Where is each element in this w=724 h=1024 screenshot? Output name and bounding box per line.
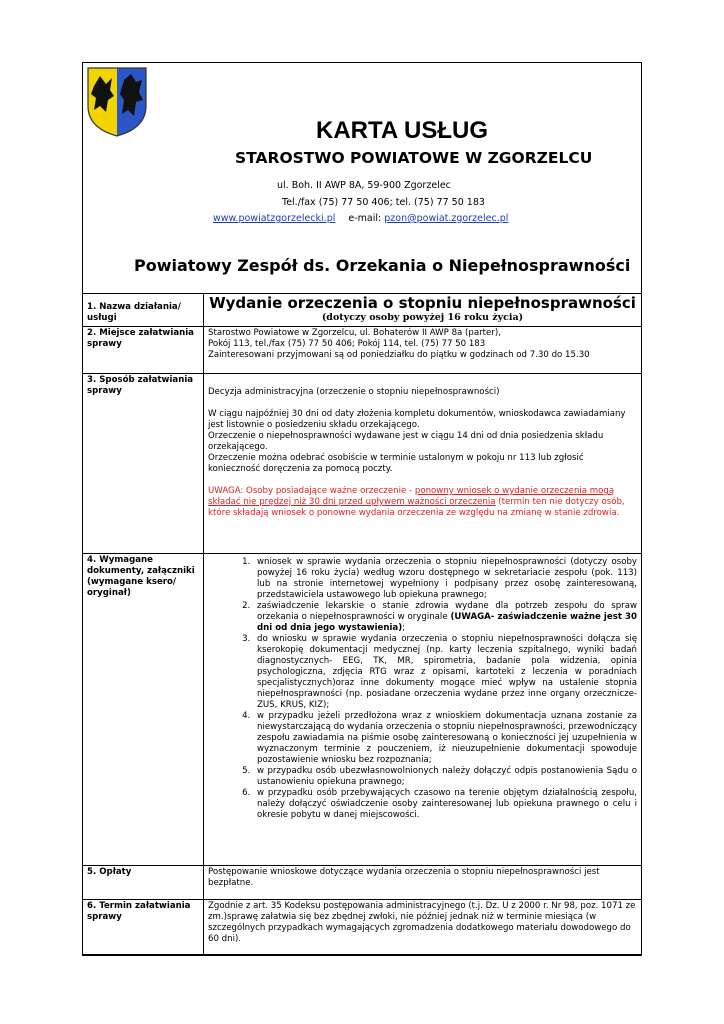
table-row — [83, 294, 642, 327]
list-item-text: zaświadczenie lekarskie o stanie zdrowia wydane dla potrzeb zespołu do spraw orzekania o niepełnosprawności w oryginale — [257, 601, 637, 622]
paragraph: Orzeczenie o niepełnosprawności wydawane jest w ciągu 14 dni od dnia posiedzenia składu orzekającego. — [208, 431, 604, 452]
warning-underlined: ponowny wniosek o wydanie orzeczenia mogą składać nie prędzej niż 30 dni przed upływem ważności orzeczenia — [208, 486, 615, 507]
list-item — [253, 601, 637, 634]
paragraph: Decyzja administracyjna (orzeczenie o stopniu niepełnosprawności) — [208, 387, 500, 397]
office-phones: Tel./fax (75) 77 50 406; tel. (75) 77 50 183 — [282, 197, 485, 208]
table-row — [83, 866, 642, 900]
list-item: 1. wniosek w sprawie wydania orzeczenia o stopniu niepełnosprawności (dotyczy osoby powyżej 16 roku życia) według wzoru dostępnego w sekretariacie zespołu (pok. 113) lub na stronie internetowej wypełniony i podpisany przez osobę zainteresowaną, przedstawiciela ustawowego lub opiekuna prawnego; — [253, 557, 637, 601]
paragraph: Orzeczenie można odebrać osobiście w terminie ustalonym w pokoju nr 113 lub zgłosić konieczność doręczenia za pomocą poczty. — [208, 453, 584, 474]
list-item: 6. w przypadku osób przebywających czasowo na terenie objętym działalnością zespołu, należy dołączyć oświadczenie osoby zainteresowanej lub opiekuna prawnego o celu i okresie pobytu w danej miejscowości. — [253, 788, 637, 821]
row-content: Postępowanie wnioskowe dotyczące wydania orzeczenia o stopniu niepełnosprawności jest bezpłatne. — [204, 866, 642, 900]
office-address: ul. Boh. II AWP 8A, 59-900 Zgorzelec — [277, 180, 451, 191]
row-content — [204, 554, 642, 866]
row-label: 5. Opłaty — [83, 866, 204, 900]
row-label: 3. Sposób załatwiania sprawy — [83, 374, 204, 554]
warning-prefix: UWAGA: Osoby posiadające ważne orzeczenie - — [208, 486, 415, 496]
table-row — [83, 554, 642, 866]
row-label: 6. Termin załatwiania sprawy — [83, 900, 204, 956]
list-item-text: ; — [402, 623, 406, 633]
service-subtitle: (dotyczy osoby powyżej 16 roku życia) — [321, 312, 524, 323]
document-title: KARTA USŁUG — [316, 117, 488, 144]
row-label: 4. Wymagane dokumenty, załączniki (wymagane ksero/ oryginał) — [83, 554, 204, 866]
paragraph: W ciągu najpóźniej 30 dni od daty złożenia kompletu dokumentów, wnioskodawca zawiadamiany jest listownie o posiedzeniu składu orzekającego. — [208, 409, 626, 430]
email-link[interactable]: pzon@powiat.zgorzelec.pl — [384, 213, 509, 224]
list-item-bold: (UWAGA- zaświadczenie ważne jest 30 dni od dnia jego wystawienia) — [257, 612, 637, 633]
row-label: 1. Nazwa działania/ usługi — [83, 294, 204, 327]
coat-of-arms-icon — [86, 66, 148, 138]
documents-list — [208, 557, 637, 821]
place-line: Zainteresowani przyjmowani są od poniedziałku do piątku w godzinach od 7.30 do 15.30 — [208, 350, 590, 360]
list-item: 3. do wniosku w sprawie wydania orzeczenia o stopniu niepełnosprawności dołącza się kserokopię dokumentacji medycznej (np. karty leczenia szpitalnego, wyniki badań diagnostycznych- EEG, TK, MR, spirometria, badanie pola widzenia, opinia psychologiczna, zdjęcia RTG wraz z opisami, kartoteki z leczenia w poradniach specjalistycznych)oraz inne dokumenty mogące mieć wpływ na ustalenie stopnia niepełnosprawności (np. posiadane orzeczenia wydane przez inne organy orzecznicze- ZUS, KRUS, KIZ); — [253, 634, 637, 711]
row-content — [204, 294, 642, 327]
email-label: e-mail: — [348, 213, 382, 224]
warning-note — [208, 486, 637, 519]
warning-suffix: (termin ten nie dotyczy osób, które składają wniosek o ponowne wydania orzeczenia ze względu na zmianę w stanie zdrowia. — [208, 497, 625, 518]
list-item: 5. w przypadku osób ubezwłasnowolnionych należy dołączyć odpis postanowienia Sądu o ustanowieniu opiekuna prawnego; — [253, 766, 637, 788]
row-content: Zgodnie z art. 35 Kodeksu postępowania administracyjnego (t.j. Dz. U z 2000 r. Nr 98, poz. 1071 ze zm.)sprawę załatwia się bez zbędnej zwłoki, nie później jednak niż w terminie miesiąca (w szczególnych przypadkach wymagających zgromadzenia dodatkowego materiału dowodowego do 60 dni). — [204, 900, 642, 956]
table-row — [83, 374, 642, 554]
table-row — [83, 327, 642, 374]
row-label: 2. Miejsce załatwiania sprawy — [83, 327, 204, 374]
unit-name: Powiatowy Zespół ds. Orzekania o Niepełnosprawności — [134, 256, 631, 275]
office-name: STAROSTWO POWIATOWE W ZGORZELCU — [235, 149, 593, 167]
service-title: Wydanie orzeczenia o stopniu niepełnosprawności — [209, 294, 636, 312]
place-line: Starostwo Powiatowe w Zgorzelcu, ul. Bohaterów II AWP 8a (parter), — [208, 328, 501, 338]
table-row — [83, 900, 642, 956]
row-content — [204, 374, 642, 554]
row-content — [204, 327, 642, 374]
website-link[interactable]: www.powiatzgorzelecki.pl — [213, 213, 336, 224]
list-item: 4. w przypadku jeżeli przedłożona wraz z wnioskiem dokumentacja uznana zostanie za niewystarczającą do wydania orzeczenia o stopniu niepełnosprawności, przewodniczący zespołu zawiadamia na piśmie osobę zainteresowaną o konieczności jej uzupełnienia w wyznaczonym terminie z pouczeniem, iż nieuzupełnienie dokumentacji spowoduje pozostawienie wniosku bez rozpoznania; — [253, 711, 637, 766]
place-line: Pokój 113, tel./fax (75) 77 50 406; Pokój 114, tel. (75) 77 50 183 — [208, 339, 486, 349]
service-table — [82, 293, 642, 956]
